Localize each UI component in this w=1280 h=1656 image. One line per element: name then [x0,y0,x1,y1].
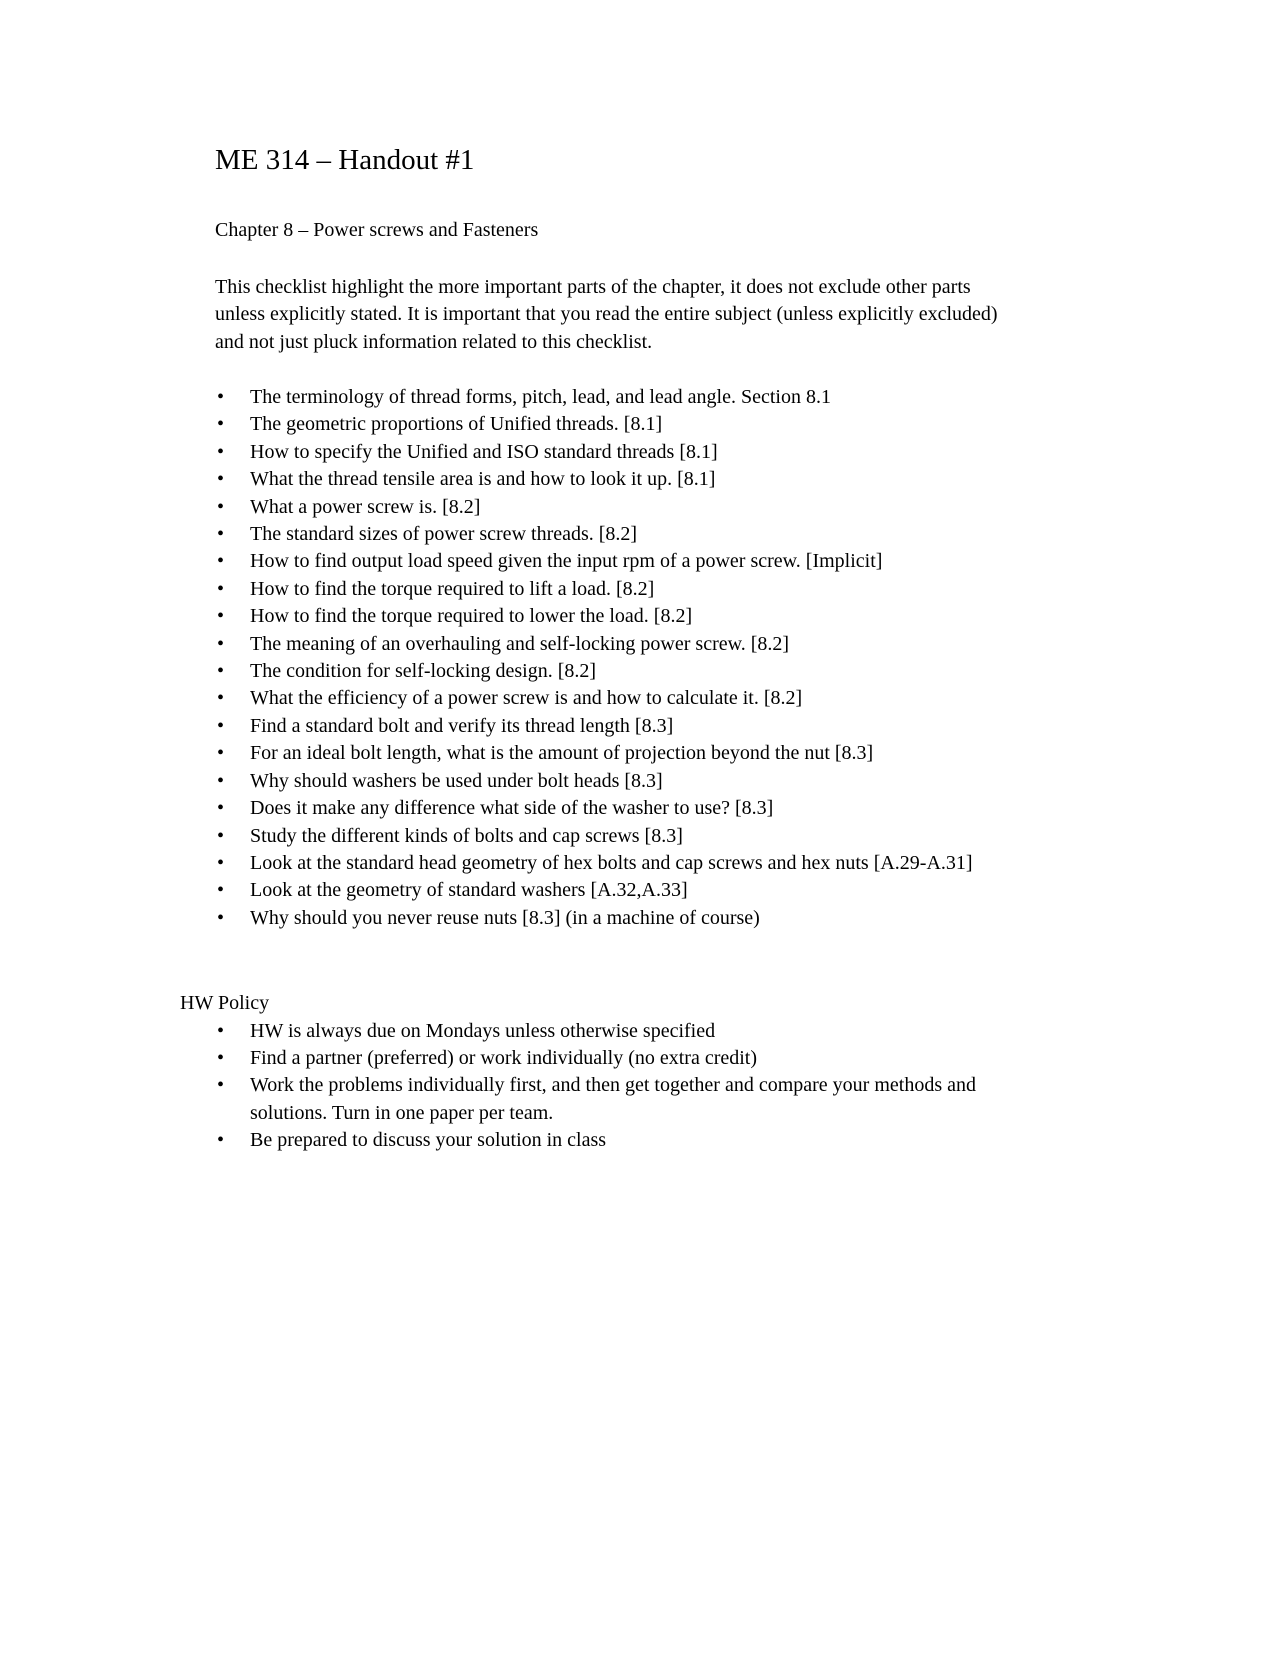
checklist-item: • Look at the standard head geometry of hex bolts and cap screws and hex nuts [A.29-A.31] [215,850,1015,877]
checklist-item: • The meaning of an overhauling and self-locking power screw. [8.2] [215,631,1015,658]
checklist-item: • How to find the torque required to lift a load. [8.2] [215,576,1015,603]
checklist-item: • Find a standard bolt and verify its thread length [8.3] [215,713,1015,740]
checklist-item: • For an ideal bolt length, what is the amount of projection beyond the nut [8.3] [215,740,1015,767]
hw-policy-item: • Work the problems individually first, and then get together and compare your methods and solutions. Turn in one paper per team. [215,1072,1015,1127]
checklist-item: • The standard sizes of power screw threads. [8.2] [215,521,1015,548]
checklist-item: • What the efficiency of a power screw is and how to calculate it. [8.2] [215,685,1015,712]
hw-policy-heading: HW Policy [180,992,270,1015]
checklist-item: • Why should you never reuse nuts [8.3] (in a machine of course) [215,905,1015,932]
checklist-item: • The terminology of thread forms, pitch, lead, and lead angle. Section 8.1 [215,384,1015,411]
hw-policy-item: • HW is always due on Mondays unless otherwise specified [215,1018,1015,1045]
document-title: ME 314 – Handout #1 [215,144,475,176]
checklist-item: • Look at the geometry of standard washers [A.32,A.33] [215,877,1015,904]
checklist-item: • What a power screw is. [8.2] [215,494,1015,521]
checklist-item: • Study the different kinds of bolts and cap screws [8.3] [215,823,1015,850]
checklist-item: • How to find the torque required to lower the load. [8.2] [215,603,1015,630]
checklist [215,384,1015,932]
intro-paragraph: This checklist highlight the more important parts of the chapter, it does not exclude other parts unless explicitly stated. It is important that you read the entire subject (unless explicitly excluded) and not just pluck information related to this checklist. [215,275,998,353]
checklist-item: • Does it make any difference what side of the washer to use? [8.3] [215,795,1015,822]
checklist-item: • Why should washers be used under bolt heads [8.3] [215,768,1015,795]
checklist-item: • The condition for self-locking design. [8.2] [215,658,1015,685]
hw-policy-item: • Find a partner (preferred) or work individually (no extra credit) [215,1045,1015,1072]
checklist-item: • What the thread tensile area is and how to look it up. [8.1] [215,466,1015,493]
checklist-item: • How to specify the Unified and ISO standard threads [8.1] [215,439,1015,466]
hw-policy-item: • Be prepared to discuss your solution in class [215,1127,1015,1154]
checklist-item: • The geometric proportions of Unified threads. [8.1] [215,411,1015,438]
checklist-item: • How to find output load speed given the input rpm of a power screw. [Implicit] [215,548,1015,575]
chapter-heading: Chapter 8 – Power screws and Fasteners [215,219,539,241]
hw-policy-list [215,1018,1015,1155]
